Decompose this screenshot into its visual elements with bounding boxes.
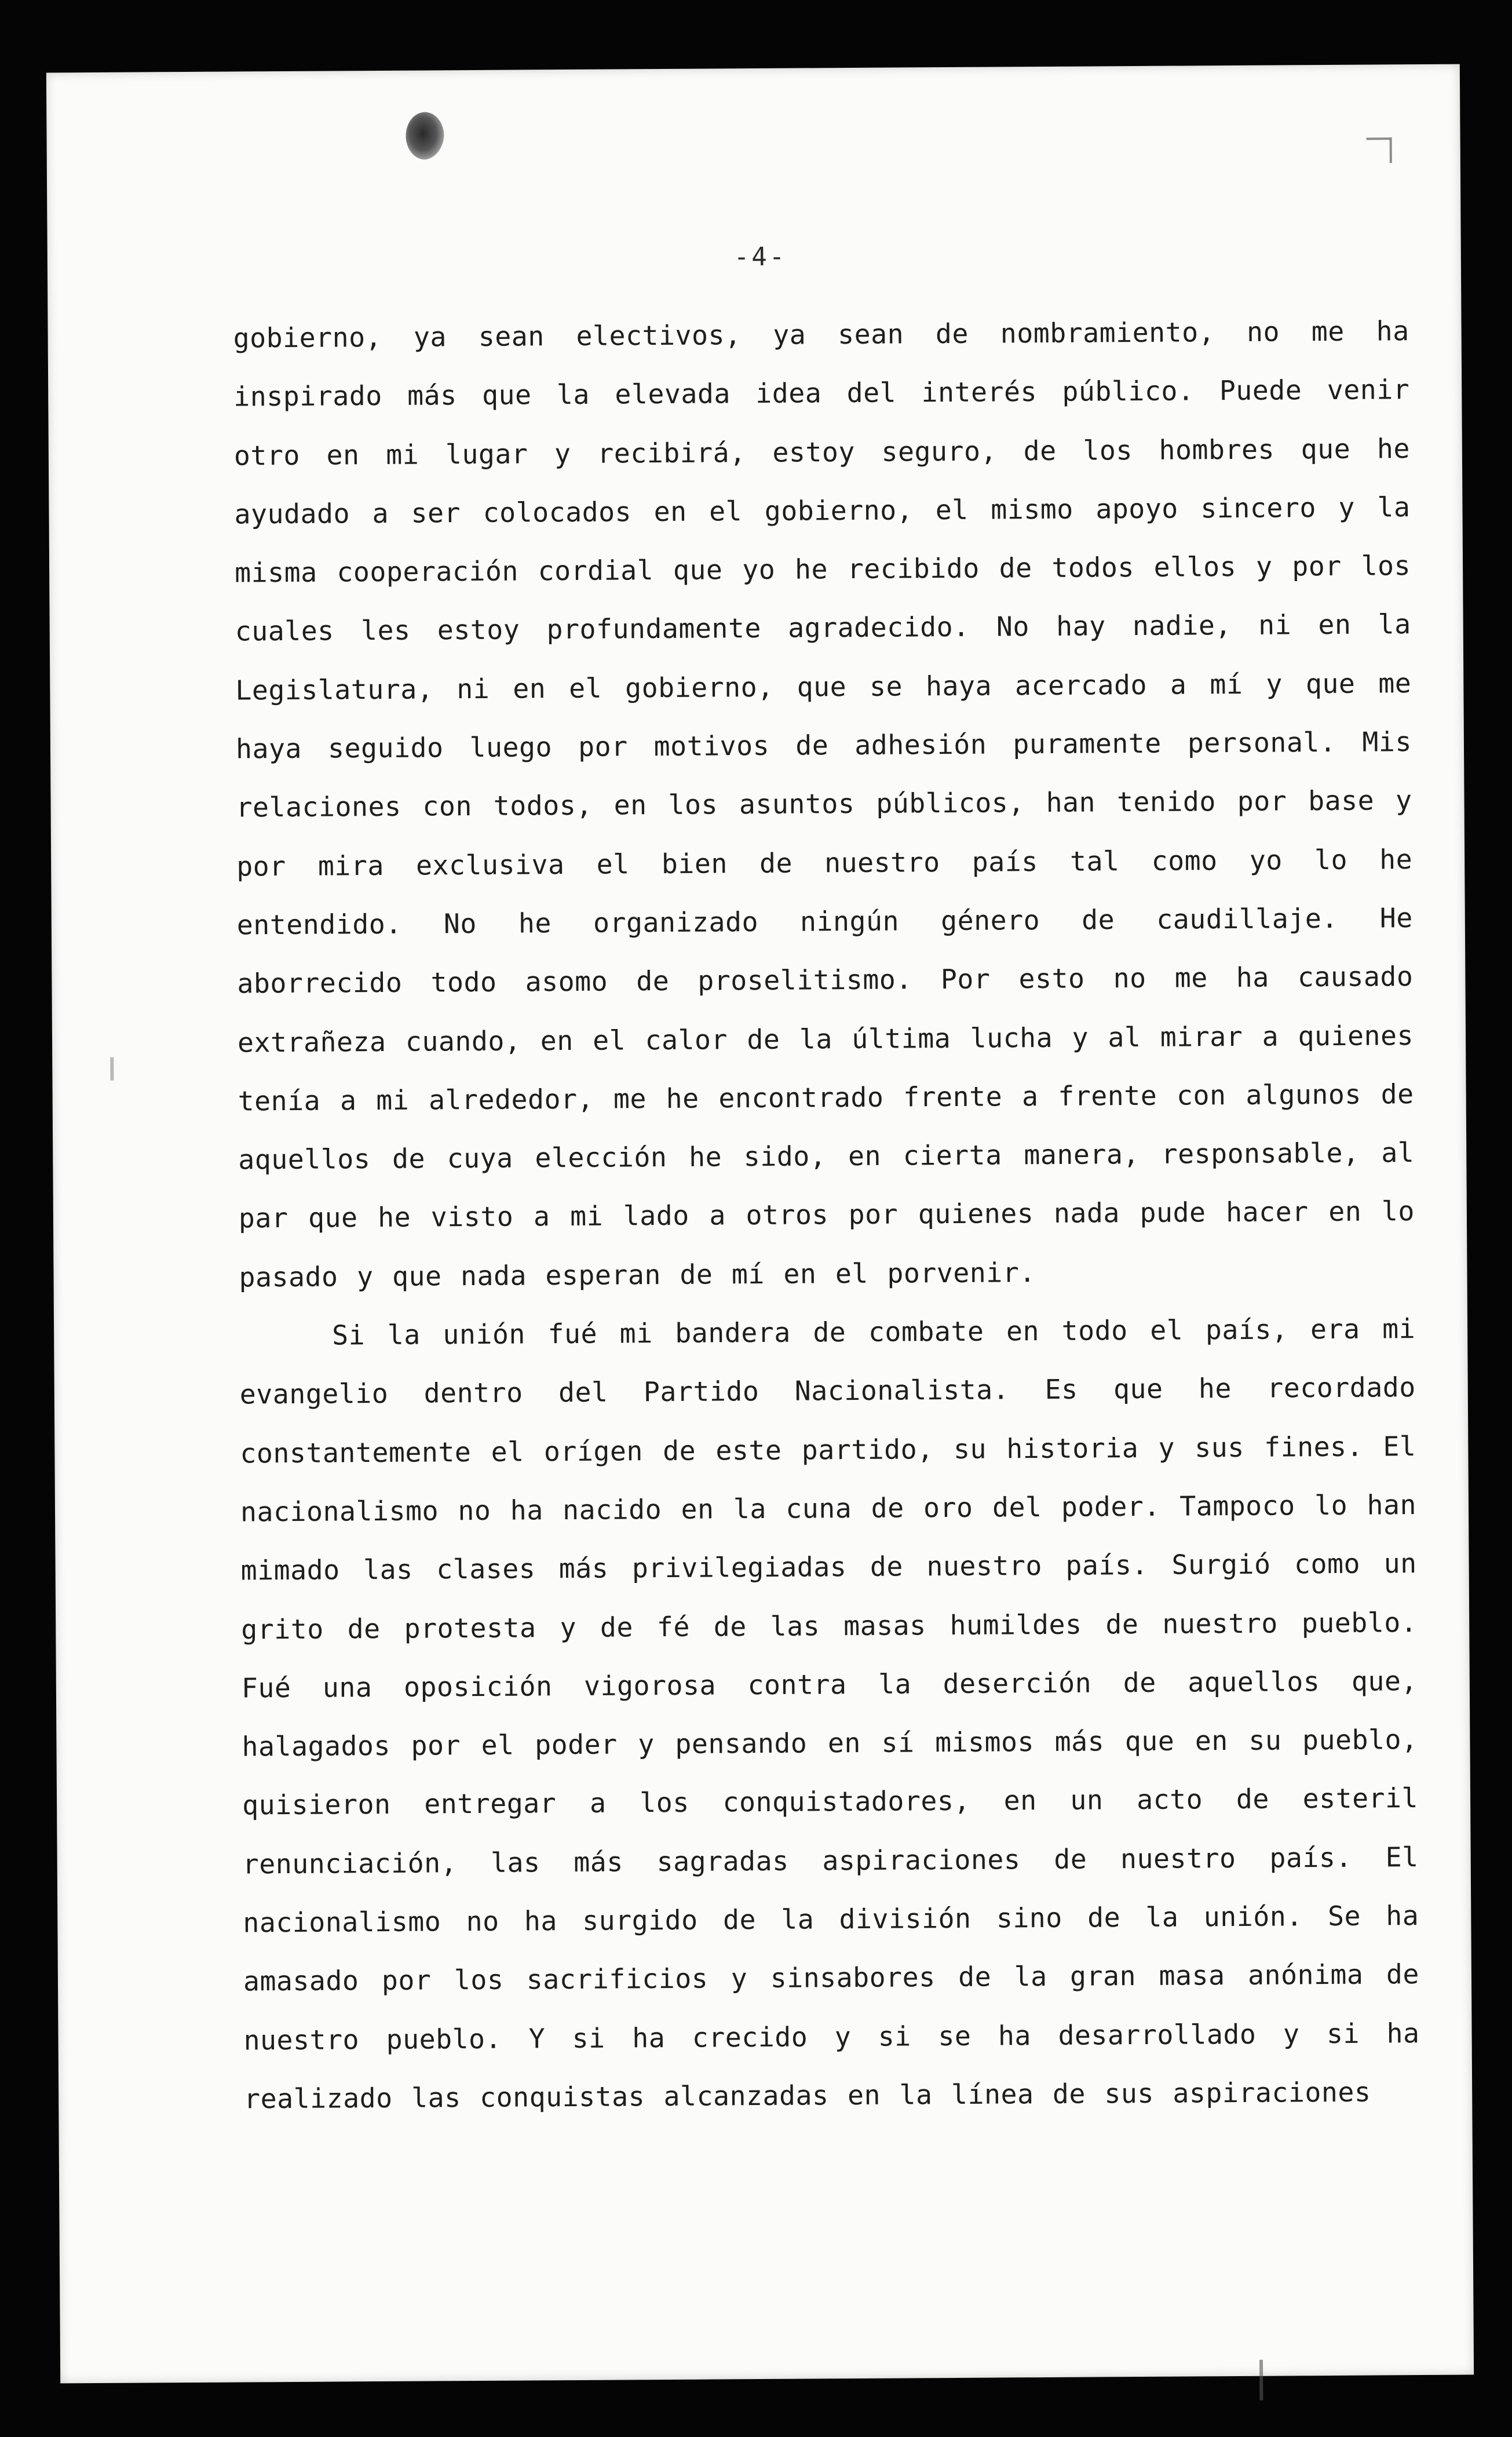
corner-fold-mark bbox=[1367, 137, 1392, 163]
paragraph-union: Si la unión fué mi bandera de combate en todo el país, era mi evangelio dentro del Partido Nacionalista. Es que he recordado constantemente el orígen de este partido, su historia y sus fines. El nacionalismo no ha nacido en la cuna de oro del poder. Tampoco lo han mimado las clases más privilegiadas de nuestro país. Surgió como un grito de protesta y de fé de las masas humildes de nuestro pueblo. Fué una oposición vigorosa contra la deserción de aquellos que, halagados por el poder y pensando en sí mismos más que en su pueblo, quisieron entregar a los conquistadores, en un acto de esteril renunciación, las más sagradas aspiraciones de nuestro país. El nacionalismo no ha surgido de la división sino de la unión. Se ha amasado por los sacrificios y sinsabores de la gran masa anónima de nuestro pueblo. Y si ha crecido y si se ha desarrollado y si ha realizado las conquistas alcanzadas en la línea de sus aspiraciones bbox=[239, 1313, 1420, 2115]
paragraph-continuation: gobierno, ya sean electivos, ya sean de nombramiento, no me ha inspirado más que la elevada idea del interés público. Puede venir otro en mi lugar y recibirá, estoy seguro, de los hombres que he ayudado a ser colocados en el gobierno, el mismo apoyo sincero y la misma cooperación cordial que yo he recibido de todos ellos y por los cuales les estoy profundamente agradecido. No hay nadie, ni en la Legislatura, ni en el gobierno, que se haya acercado a mí y que me haya seguido luego por motivos de adhesión puramente personal. Mis relaciones con todos, en los asuntos públicos, han tenido por base y por mira exclusiva el bien de nuestro país tal como yo lo he entendido. No he organizado ningún género de caudillaje. He aborrecido todo asomo de proselitismo. Por esto no me ha causado extrañeza cuando, en el calor de la última lucha y al mirar a quienes tenía a mi alrededor, me he encontrado frente a frente con algunos de aquellos de cuya elección he sido, en cierta manera, responsable, al par que he visto a mi lado a otros por quienes nada pude hacer en lo pasado y que nada esperan de mí en el porvenir. bbox=[233, 315, 1415, 1293]
margin-smudge bbox=[110, 1057, 114, 1081]
typed-page bbox=[46, 64, 1474, 2384]
margin-smudge bbox=[1259, 2360, 1263, 2400]
page-number: -4- bbox=[733, 242, 787, 272]
punch-hole-mark bbox=[406, 112, 444, 159]
typed-body-text bbox=[233, 302, 1420, 2129]
